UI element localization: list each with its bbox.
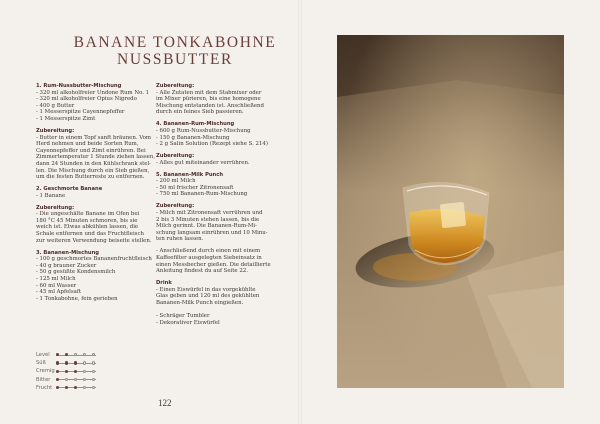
rating-dot: [65, 353, 68, 356]
recipe-line: durch ein feines Sieb passieren.: [156, 109, 244, 116]
recipe-line: - 45 ml Apfelsaft: [36, 289, 82, 296]
rating-dot: [74, 353, 77, 356]
rating-scale: [56, 353, 96, 358]
recipe-section: [36, 186, 156, 199]
section-heading: 2. Geschmorte Banane: [36, 186, 103, 193]
recipe-line: dann 24 Stunden in den Kühlschrank stel-: [36, 160, 152, 167]
recipe-line: Zimmertemperatur 1 Stunde ziehen lassen,: [36, 154, 156, 161]
rating-dot: [74, 370, 77, 373]
rating-dot: [92, 361, 95, 364]
recipe-section: [36, 205, 156, 245]
recipe-line: - 400 g Butter: [36, 102, 75, 109]
recipe-line: - Die ungeschälte Banane im Ofen bei: [36, 211, 140, 218]
flavor-ratings: [36, 351, 98, 392]
recipe-line: - 320 ml alkoholfreier Opius Nigredo: [36, 96, 137, 103]
recipe-left-column: [36, 83, 156, 308]
rating-row: [36, 384, 98, 392]
recipe-line: Herd nehmen und beide Sorten Rum,: [36, 141, 139, 148]
rating-dot: [65, 378, 68, 381]
rating-scale: [56, 377, 96, 382]
recipe-line: weich ist. Etwas abkühlen lassen, die: [36, 224, 139, 231]
rating-row: [36, 376, 98, 384]
recipe-section: [156, 121, 276, 147]
recipe-line: - 1 Messerspitze Cayennepfeffer: [36, 109, 125, 116]
rating-dot: [92, 370, 95, 373]
cocktail-photo: [337, 35, 564, 388]
recipe-line: - Alles gut miteinander verrühren.: [156, 159, 250, 166]
section-heading: 5. Bananen-Milk Punch: [156, 171, 224, 178]
recipe-line: - 1 Banane: [36, 192, 66, 199]
recipe-line: zur weiteren Verwendung beiseite stellen.: [36, 237, 152, 244]
recipe-line: schung langsam einrühren und 10 Minu-: [156, 229, 268, 236]
recipe-line: - 50 ml frischer Zitronensaft: [156, 184, 234, 191]
recipe-line: einen Messbecher gießen. Die detaillierte: [156, 261, 271, 268]
recipe-line: - Butter in einem Topf sanft bräunen. Vom: [36, 134, 152, 141]
recipe-section: [36, 128, 156, 181]
rating-dot: [83, 353, 86, 356]
page-number: 122: [158, 398, 172, 408]
recipe-title-line-2: NUSSBUTTER: [117, 51, 233, 68]
rating-dot: [92, 353, 95, 356]
rating-dot: [65, 370, 68, 373]
recipe-line: Anleitung findest du auf Seite 22.: [156, 268, 248, 275]
section-heading: Zubereitung:: [156, 203, 195, 210]
recipe-line: - Milch mit Zitronensaft verrühren und: [156, 210, 263, 217]
recipe-line: Bananen-Milk Punch eingießen.: [156, 299, 244, 306]
rating-dot: [92, 378, 95, 381]
recipe-line: - Schräger Tumbler: [156, 313, 210, 320]
rating-dot: [74, 361, 77, 364]
recipe-line: Kaffeefilter ausgelegten Siebeinsatz in: [156, 255, 262, 262]
recipe-section: [156, 248, 276, 274]
recipe-line: Schale entfernen und das Fruchtfleisch: [36, 231, 144, 238]
recipe-line: Mischung entstanden ist. Anschließend: [156, 102, 264, 109]
recipe-line: - 2 g Salin Solution (Rezept siehe S. 214): [156, 141, 268, 148]
rating-dot: [83, 361, 86, 364]
rating-label: Frucht: [36, 384, 53, 391]
recipe-section: [36, 250, 156, 303]
rating-label: Bitter: [36, 376, 51, 383]
recipe-line: 2 bis 3 Minuten stehen lassen, bis die: [156, 216, 260, 223]
recipe-section: [156, 203, 276, 243]
recipe-line: - Einen Eiswürfel in das vorgekühlte: [156, 286, 256, 293]
rating-dot: [65, 361, 68, 364]
rating-row: [36, 351, 98, 359]
recipe-line: - 60 ml Wasser: [36, 282, 77, 289]
rating-dot: [83, 386, 86, 389]
rating-dot: [65, 386, 68, 389]
recipe-line: im Mixer pürieren, bis eine homogene: [156, 96, 261, 103]
section-heading: Zubereitung:: [36, 127, 75, 134]
section-heading: Zubereitung:: [156, 83, 195, 89]
rating-label: Cremig: [36, 368, 55, 375]
recipe-line: len. Die Mischung durch ein Sieb gießen,: [36, 167, 150, 174]
rating-label: Süß: [36, 360, 46, 367]
recipe-line: - 320 ml alkoholfreier Undone Rum No. 1: [36, 89, 150, 96]
rating-dot: [74, 378, 77, 381]
recipe-title-line-1: BANANE TONKABOHNE: [73, 34, 277, 51]
recipe-section: [156, 153, 276, 166]
rating-dot: [92, 386, 95, 389]
rating-scale: [56, 369, 96, 374]
rating-scale: [56, 361, 96, 366]
recipe-line: - 600 g Rum-Nussbutter-Mischung: [156, 127, 251, 134]
recipe-line: - 150 g Bananen-Mischung: [156, 134, 230, 141]
section-heading: Drink: [156, 280, 172, 287]
recipe-line: - 1 Tonkabohne, fein gerieben: [36, 295, 118, 302]
section-heading: 4. Bananen-Rum-Mischung: [156, 121, 235, 128]
recipe-line: 180 °C 45 Minuten schmoren, bis sie: [36, 217, 138, 224]
recipe-line: ten ruhen lassen.: [156, 236, 204, 243]
recipe-line: - 750 ml Bananen-Rum-Mischung: [156, 191, 248, 198]
section-heading: Zubereitung:: [156, 153, 195, 160]
rating-dot: [56, 386, 59, 389]
recipe-line: - 125 ml Milch: [36, 276, 76, 282]
rating-row: [36, 359, 98, 367]
rating-dot: [56, 361, 59, 364]
recipe-line: - 100 g geschmortes Bananenfruchtfleisch: [36, 256, 152, 263]
recipe-right-column: [156, 83, 276, 332]
recipe-section: [156, 172, 276, 198]
recipe-section: [36, 83, 156, 123]
recipe-line: - 40 g brauner Zucker: [36, 262, 97, 269]
recipe-section: [156, 83, 276, 116]
rating-dot: [56, 353, 59, 356]
recipe-line: - 200 ml Milch: [156, 178, 196, 185]
rating-scale: [56, 385, 96, 390]
rating-dot: [74, 386, 77, 389]
rating-dot: [56, 378, 59, 381]
book-gutter: [298, 0, 302, 424]
recipe-line: - Anschließend durch einen mit einem: [156, 248, 261, 255]
section-heading: 3. Bananen-Mischung: [36, 249, 99, 256]
rating-dot: [83, 378, 86, 381]
recipe-line: Glas geben und 120 ml des gekühlten: [156, 293, 260, 300]
recipe-line: - Alle Zutaten mit dem Stabmixer oder: [156, 89, 262, 96]
section-heading: Zubereitung:: [36, 204, 75, 211]
rating-dot: [83, 370, 86, 373]
recipe-line: [156, 307, 276, 314]
recipe-line: - 1 Messerspitze Zimt: [36, 115, 96, 122]
rating-dot: [56, 370, 59, 373]
recipe-line: Cayennepfeffer und Zimt einrühren. Bei: [36, 147, 146, 154]
recipe-line: um die festen Butterreste zu entfernen.: [36, 174, 145, 181]
recipe-line: - Dekorativer Eiswürfel: [156, 319, 220, 326]
rating-row: [36, 367, 98, 375]
recipe-line: Milch gerinnt. Die Bananen-Rum-Mi-: [156, 223, 257, 230]
recipe-line: - 50 g gesüßte Kondensmilch: [36, 269, 116, 276]
rating-label: Level: [36, 352, 50, 359]
recipe-section: [156, 280, 276, 326]
section-heading: 1. Rum-Nussbutter-Mischung: [36, 83, 122, 89]
